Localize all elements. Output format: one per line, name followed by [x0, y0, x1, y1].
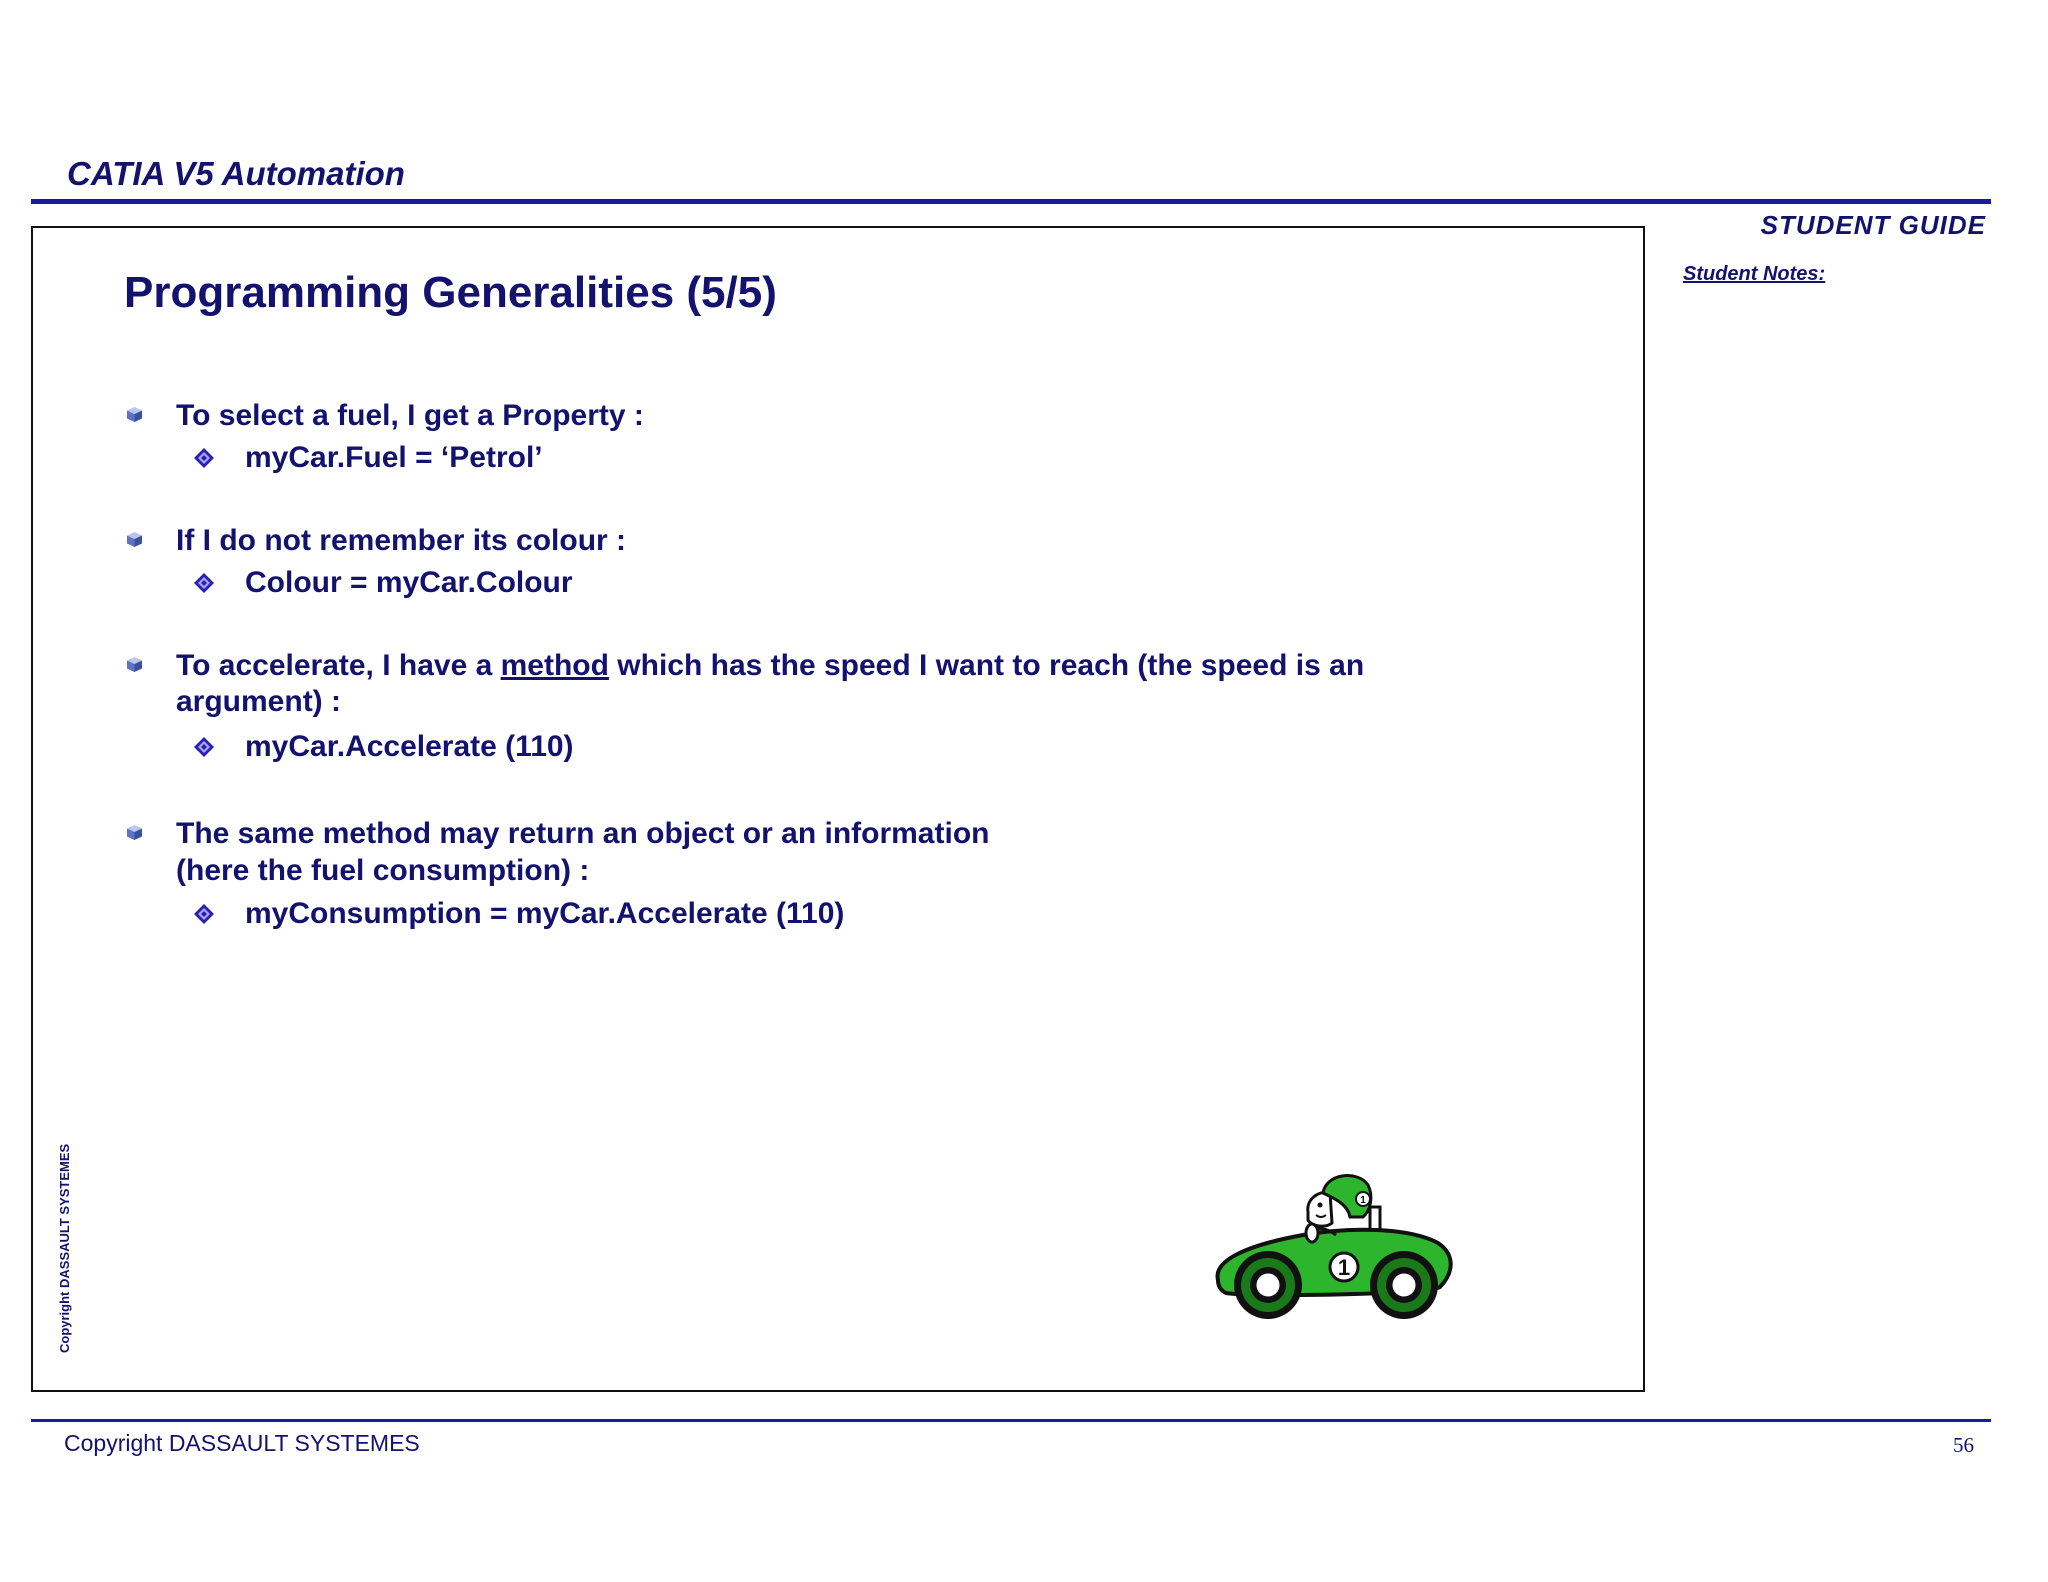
header-divider — [31, 199, 1991, 204]
page-number: 56 — [1953, 1433, 1974, 1457]
diamond-bullet-icon — [193, 572, 215, 594]
document-title: CATIA V5 Automation — [67, 155, 405, 192]
bullet-2-text: If I do not remember its colour : — [176, 524, 627, 557]
bullet-3-subitem: myCar.Accelerate (110) — [245, 730, 574, 763]
footer-divider — [31, 1419, 1991, 1422]
bullet-1-subitem: myCar.Fuel = ‘Petrol’ — [245, 441, 543, 474]
cube-bullet-icon — [126, 406, 143, 423]
slide-title: Programming Generalities (5/5) — [124, 268, 777, 317]
bullet-1-text: To select a fuel, I get a Property : — [176, 399, 644, 432]
bullet-4-text: The same method may return an object or an information — [176, 817, 990, 850]
student-notes-label: Student Notes: — [1683, 263, 1826, 285]
footer-copyright: Copyright DASSAULT SYSTEMES — [64, 1430, 420, 1456]
bullet-2-subitem: Colour = myCar.Colour — [245, 566, 573, 599]
race-car-icon — [1208, 1165, 1458, 1335]
diamond-bullet-icon — [193, 447, 215, 469]
cube-bullet-icon — [126, 656, 143, 673]
svg-text:1: 1 — [1337, 1255, 1351, 1280]
bullet-3-text-line2: argument) : — [176, 685, 341, 718]
vertical-copyright: Copyright DASSAULT SYSTEMES — [57, 1143, 72, 1353]
bullet-4-subitem: myConsumption = myCar.Accelerate (110) — [245, 897, 845, 930]
bullet-3-text — [176, 648, 1364, 684]
diamond-bullet-icon — [193, 736, 215, 758]
diamond-bullet-icon — [193, 903, 215, 925]
bullet-3-text-start: To accelerate, I have a — [176, 649, 501, 682]
student-guide-label: STUDENT GUIDE — [1760, 210, 1986, 240]
cube-bullet-icon — [126, 531, 143, 548]
cube-bullet-icon — [126, 824, 143, 841]
bullet-4-text-line2: (here the fuel consumption) : — [176, 854, 590, 887]
svg-text:1: 1 — [1360, 1195, 1366, 1206]
bullet-3-text-end: which has the speed I want to reach (the speed is an — [608, 649, 1365, 682]
method-term: method — [500, 649, 609, 682]
